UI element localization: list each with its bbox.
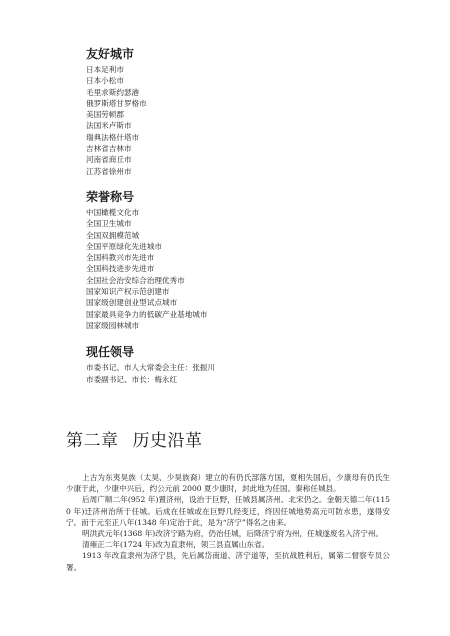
list-item: 全国社会治安综合治理优秀市	[86, 275, 185, 285]
history-paragraph: 后周广顺二年(952 年)置济州，设治于巨野，任城县属济州。北宋仍之。金朝天德二年(1150 年)迁济州治所于任城。后成在任城或在巨野几经变迁，终因任城地势高元可防水患，遂得安宁。而于元至正八年(1348 年)定治于此，是为“济宁”得名之由来。	[66, 495, 390, 527]
current-leaders-section	[86, 344, 406, 385]
honors-section	[86, 189, 406, 331]
chapter-name: 历史沿革	[132, 431, 203, 451]
list-item: 瑞典法格什塔市	[86, 132, 140, 142]
list-item: 江苏省徐州市	[86, 166, 132, 176]
list-item: 全国平原绿化先进城市	[86, 241, 162, 251]
list-item: 国家最具竞争力的低碳产业基地城市	[86, 309, 208, 319]
current-leaders-list	[86, 362, 406, 385]
list-item: 中国橄榄文化市	[86, 208, 140, 217]
list-item: 国家级园林城市	[86, 320, 140, 330]
list-item: 河南省商丘市	[86, 155, 132, 165]
list-item: 日本足利市	[86, 65, 124, 74]
history-paragraph: 1913 年改直隶州为济宁县，先后属岱南道、济宁道等，至抗战胜利后，属第二督察专员公署。	[66, 551, 390, 572]
history-paragraph: 上古为东夷昊族（太昊、少昊族裔）建立的有仍氏部落方国，夏相失国后，少康母有仍氏生少康于此，少康中兴后，约公元前 2000 夏少康时，封此地为任国。秦称任城县。	[66, 473, 390, 494]
list-item: 全国双拥模范城	[86, 230, 140, 240]
friendship-cities-section	[86, 46, 406, 177]
list-item: 美国劳顿郡	[86, 110, 124, 120]
list-item: 市委书记、市人大常委会主任：张振川	[86, 363, 216, 372]
list-item: 全国科技进步先进市	[86, 264, 155, 274]
honors-list	[86, 207, 406, 331]
list-item: 日本小松市	[86, 76, 124, 86]
list-item: 吉林省吉林市	[86, 144, 132, 154]
chapter-title	[66, 430, 203, 452]
list-item: 全国科教兴市先进市	[86, 253, 155, 263]
current-leaders-heading: 现任领导	[86, 345, 135, 359]
list-item: 国家知识产权示范创建市	[86, 287, 170, 297]
history-body	[66, 472, 390, 573]
list-item: 法国米卢斯市	[86, 121, 132, 131]
list-item: 国家级创建创业型试点城市	[86, 298, 178, 308]
list-item: 俄罗斯塔甘罗格市	[86, 98, 147, 108]
friendship-cities-list	[86, 64, 406, 177]
list-item: 市委副书记、市长：梅永红	[86, 374, 178, 384]
list-item: 毛里求斯约瑟港	[86, 87, 140, 97]
history-paragraph: 清雍正二年(1724 年)改为直隶州，领三县直属山东省。	[82, 540, 270, 550]
chapter-number: 第二章	[66, 431, 119, 451]
history-paragraph: 明洪武元年(1368 年)改济宁路为府，仍治任城，后降济宁府为州，任城遂废名入济宁州。	[82, 529, 384, 539]
friendship-cities-heading: 友好城市	[86, 47, 135, 61]
honors-heading: 荣誉称号	[86, 190, 135, 204]
list-item: 全国卫生城市	[86, 219, 132, 229]
